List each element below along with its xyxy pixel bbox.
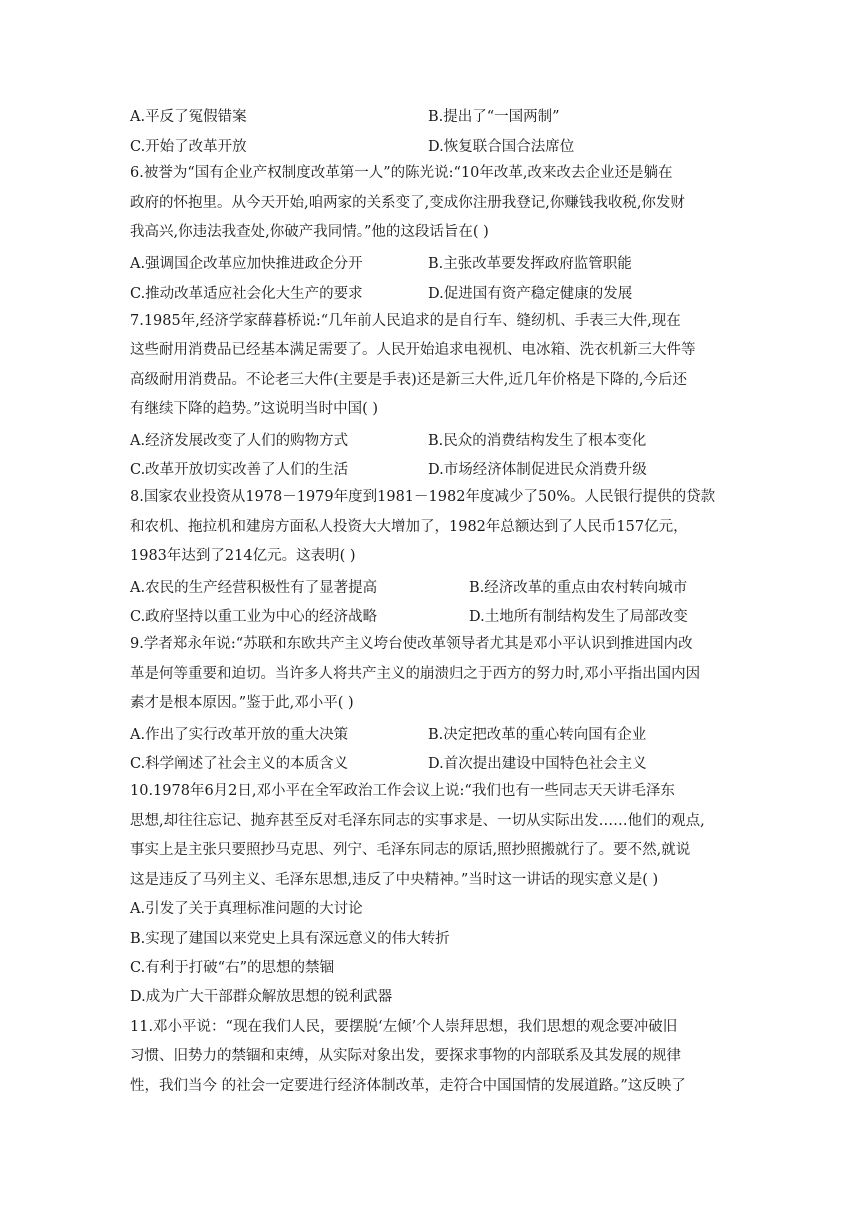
q7-stem-line-2: 这些耐用消费品已经基本满足需要了。人民开始追求电视机、电冰箱、洗衣机新三大件等 [130,342,696,358]
q8-stem-line-2: 和农机、拖拉机和建房方面私人投资大大增加了，1982年总额达到了人民币157亿元， [130,519,688,535]
q6-stem-line-2: 政府的怀抱里。从今天开始,咱两家的关系变了,变成你注册我登记,你赚钱我收税,你发财 [130,195,685,211]
q9-option-c: C.科学阐述了社会主义的本质含义 [130,756,349,772]
q9-option-a: A.作出了实行改革开放的重大决策 [130,727,349,743]
q6-option-b: B.主张改革要发挥政府监管职能 [428,256,632,272]
q9-option-b: B.决定把改革的重心转向国有企业 [428,727,647,743]
q5-option-c: C.开始了改革开放 [130,139,247,155]
q10-stem-line-4: 这是违反了马列主义、毛泽东思想,违反了中央精神。”当时这一讲话的现实意义是( ) [130,872,659,888]
q5-option-d: D.恢复联合国合法席位 [428,139,575,155]
q10-stem-line-3: 事实上是主张只要照抄马克思、列宁、毛泽东同志的原话,照抄照搬就行了。要不然,就说 [130,842,691,858]
q9-stem-line-1: 9.学者郑永年说:“苏联和东欧共产主义垮台使改革领导者尤其是邓小平认识到推进国内改 [130,636,693,652]
q5-option-b: B.提出了“一国两制” [428,109,560,125]
q10-option-b: B.实现了建国以来党史上具有深远意义的伟大转折 [130,931,450,947]
q8-option-a: A.农民的生产经营积极性有了显著提高 [130,580,378,596]
q8-option-d: D.土地所有制结构发生了局部改变 [469,609,688,625]
q7-option-a: A.经济发展改变了人们的购物方式 [130,433,349,449]
q5-option-a: A.平反了冤假错案 [130,109,247,125]
q7-option-c: C.改革开放切实改善了人们的生活 [130,462,349,478]
q7-stem-line-4: 有继续下降的趋势。”这说明当时中国( ) [130,401,379,417]
q10-stem-line-2: 思想,却往往忘记、抛弃甚至反对毛泽东同志的实事求是、一切从实际出发……他们的观点, [130,813,705,829]
q9-stem-line-3: 素才是根本原因。”鉴于此,邓小平( ) [130,695,354,711]
q8-option-b: B.经济改革的重点由农村转向城市 [469,580,688,596]
q11-stem-line-3: 性，我们当今 的社会一定要进行经济体制改革，走符合中国国情的发展道路。”这反映了 [130,1078,686,1094]
q8-stem-line-1: 8.国家农业投资从1978－1979年度到1981－1982年度减少了50%。人民银行提供的贷款 [130,489,716,505]
q7-option-b: B.民众的消费结构发生了根本变化 [428,433,647,449]
q9-option-d: D.首次提出建设中国特色社会主义 [428,756,647,772]
q10-option-a: A.引发了关于真理标准问题的大讨论 [130,901,363,917]
q7-stem-line-1: 7.1985年,经济学家薛暮桥说:“几年前人民追求的是自行车、缝纫机、手表三大件,现在 [130,313,681,329]
q9-stem-line-2: 革是何等重要和迫切。当许多人将共产主义的崩溃归之于西方的努力时,邓小平指出国内因 [130,666,701,682]
q8-option-c: C.政府坚持以重工业为中心的经济战略 [130,609,378,625]
q7-stem-line-3: 高级耐用消费品。不论老三大件(主要是手表)还是新三大件,近几年价格是下降的,今后还 [130,372,688,388]
q8-stem-line-3: 1983年达到了214亿元。这表明( ) [130,548,356,564]
q6-option-a: A.强调国企改革应加快推进政企分开 [130,256,363,272]
q6-option-d: D.促进国有资产稳定健康的发展 [428,286,633,302]
q6-option-c: C.推动改革适应社会化大生产的要求 [130,286,363,302]
q10-stem-line-1: 10.1978年6月2日,邓小平在全军政治工作会议上说:“我们也有一些同志天天讲毛泽东 [130,783,675,799]
q11-stem-line-2: 习惯、旧势力的禁锢和束缚，从实际对象出发，要探求事物的内部联系及其发展的规律 [130,1048,681,1064]
q10-option-d: D.成为广大干部群众解放思想的锐利武器 [130,989,393,1005]
q6-stem-line-3: 我高兴,你违法我查处,你破产我同情。”他的这段话旨在( ) [130,224,489,240]
q10-option-c: C.有利于打破“右”的思想的禁锢 [130,960,335,976]
q6-stem-line-1: 6.被誉为“国有企业产权制度改革第一人”的陈光说:“10年改革,改来改去企业还是躺在 [130,165,673,181]
q11-stem-line-1: 11.邓小平说：“现在我们人民，要摆脱‘左倾’个人崇拜思想，我们思想的观念要冲破旧 [130,1019,678,1035]
q7-option-d: D.市场经济体制促进民众消费升级 [428,462,647,478]
